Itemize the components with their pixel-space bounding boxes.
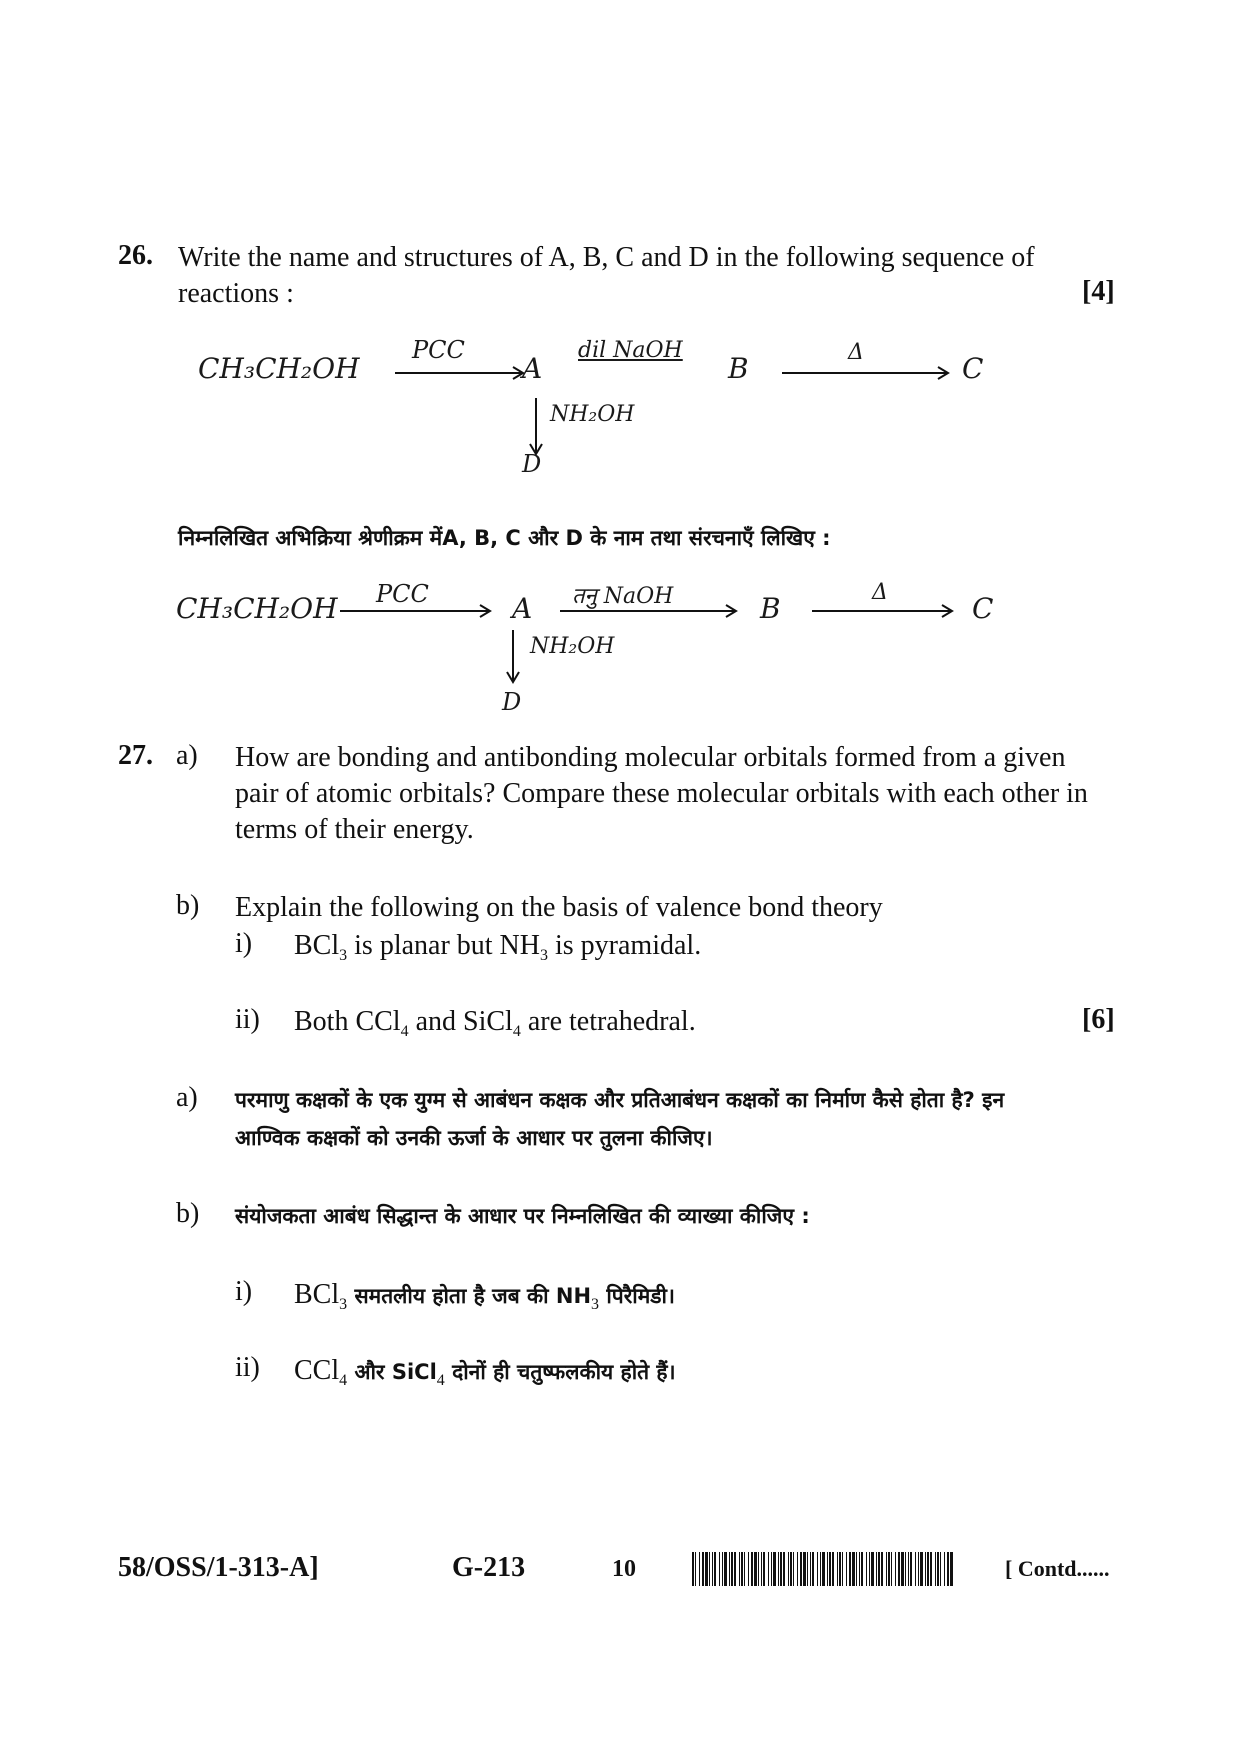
scheme-hi-reagent1: PCC [376, 580, 429, 608]
q27-b-text: Explain the following on the basis of valence bond theory [235, 892, 883, 923]
scheme-hi-product-d: D [502, 688, 522, 716]
barcode-bar [846, 1552, 847, 1586]
barcode-bar [741, 1552, 743, 1586]
q26-marks: [4] [1082, 276, 1115, 307]
barcode-bar [790, 1552, 792, 1586]
barcode-bar [827, 1552, 828, 1586]
barcode-bar [793, 1552, 794, 1586]
barcode-bar [780, 1552, 782, 1586]
scheme-en-product-d: D [522, 450, 542, 478]
q27-a-label: a) [176, 740, 198, 771]
barcode-bar [852, 1552, 855, 1586]
scheme-en-reagent4: NH₂OH [550, 402, 635, 427]
scheme-hi-arrow-down [505, 630, 525, 686]
scheme-en-reagent1: PCC [412, 336, 465, 364]
scheme-en-arrow1 [395, 365, 535, 385]
barcode-bar [910, 1552, 912, 1586]
barcode-bar [751, 1552, 753, 1586]
scheme-hi-product-a: A [512, 592, 533, 625]
barcode-bar [935, 1552, 936, 1586]
barcode-bar [905, 1552, 906, 1586]
scheme-en-reagent3: Δ [848, 340, 864, 365]
footer-series: G-213 [452, 1552, 526, 1583]
q27-bi-label: i) [235, 928, 253, 959]
q27-hi-b-label: b) [176, 1198, 200, 1229]
q27-b-label: b) [176, 890, 200, 921]
q27-marks: [6] [1082, 1004, 1115, 1035]
barcode-bar [778, 1552, 779, 1586]
barcode-bar [871, 1552, 874, 1586]
barcode-bar [878, 1552, 880, 1586]
barcode-bar [950, 1552, 953, 1586]
barcode-bar [692, 1552, 694, 1586]
barcode-bar [856, 1552, 857, 1586]
barcode-bar [876, 1552, 877, 1586]
barcode-bar [797, 1552, 798, 1586]
barcode-bar [832, 1552, 834, 1586]
barcode-bar [837, 1552, 838, 1586]
scheme-hi-reagent3: Δ [872, 580, 888, 605]
barcode-bar [927, 1552, 929, 1586]
barcode-bar [937, 1552, 939, 1586]
barcode-bar [839, 1552, 841, 1586]
barcode-bar [803, 1552, 806, 1586]
q27-hi-b-text: संयोजकता आबंध सिद्धान्त के आधार पर निम्नलिखित की व्याख्या कीजिए : [235, 1204, 810, 1228]
scheme-en-arrow3 [782, 365, 962, 385]
barcode-bar [920, 1552, 923, 1586]
barcode-bar [758, 1552, 759, 1586]
barcode-bar [763, 1552, 765, 1586]
barcode-bar [866, 1552, 867, 1586]
barcode-bar [807, 1552, 808, 1586]
q27-number: 27. [118, 740, 153, 771]
barcode-bar [810, 1552, 811, 1586]
footer-code: 58/OSS/1-313-A] [118, 1552, 319, 1583]
barcode-bar [901, 1552, 904, 1586]
scheme-en-reagent2: dil NaOH [578, 338, 683, 363]
scheme-hi-arrow2 [560, 603, 750, 623]
barcode-bar [712, 1552, 713, 1586]
barcode-bar [734, 1552, 736, 1586]
barcode-bar [783, 1552, 785, 1586]
barcode-bar [699, 1552, 700, 1586]
barcode-bar [940, 1552, 941, 1586]
barcode-bar [773, 1552, 776, 1586]
barcode-bar [739, 1552, 740, 1586]
barcode-bar [719, 1552, 720, 1586]
footer-contd: [ Contd...... [1005, 1556, 1110, 1581]
barcode-bar [859, 1552, 860, 1586]
barcode-bar [888, 1552, 890, 1586]
barcode-bar [729, 1552, 730, 1586]
barcode-bar [754, 1552, 757, 1586]
barcode-bar [705, 1552, 708, 1586]
barcode-bar [881, 1552, 883, 1586]
barcode-bar [915, 1552, 916, 1586]
barcode-bar [822, 1552, 825, 1586]
barcode-bar [709, 1552, 710, 1586]
q27-hi-bi-label: i) [235, 1276, 253, 1307]
barcode-bar [842, 1552, 843, 1586]
barcode-bar [898, 1552, 900, 1586]
barcode-bar [829, 1552, 831, 1586]
footer-page-number: 10 [612, 1556, 636, 1582]
q27-a-line2: pair of atomic orbitals? Compare these molecular orbitals with each other in [235, 778, 1088, 809]
q26-hindi-text: निम्नलिखित अभिक्रिया श्रेणीक्रम मेंA, B, C और D के नाम तथा संरचनाएँ लिखिए : [178, 526, 831, 550]
barcode-bar [731, 1552, 733, 1586]
barcode-bar [869, 1552, 870, 1586]
q26-text-line1: Write the name and structures of A, B, C and D in the following sequence of [178, 242, 1035, 273]
scheme-en-product-c: C [962, 352, 984, 385]
barcode-bar [768, 1552, 769, 1586]
q27-hi-bii-text: CCl$_4$ और SiCl$_4$ दोनों ही चतुष्फलकीय होते हैं। [294, 1355, 676, 1389]
scheme-en-reactant: CH₃CH₂OH [198, 352, 360, 385]
q26-number: 26. [118, 240, 153, 271]
barcode-bar [908, 1552, 909, 1586]
barcode-bar [944, 1552, 945, 1586]
q27-hi-a-line1: परमाणु कक्षकों के एक युग्म से आबंधन कक्षक और प्रतिआबंधन कक्षकों का निर्माण कैसे होता है? इन [235, 1088, 1005, 1112]
scheme-hi-reactant: CH₃CH₂OH [176, 592, 338, 625]
scheme-hi-product-b: B [760, 592, 781, 625]
barcode-bar [891, 1552, 892, 1586]
barcode-bar [849, 1552, 851, 1586]
barcode-bar [861, 1552, 863, 1586]
barcode-bar [930, 1552, 932, 1586]
q27-hi-bi-text: BCl$_3$ समतलीय होता है जब की $NH_3$ पिरैमिडी। [294, 1279, 675, 1313]
barcode-bar [702, 1552, 704, 1586]
scheme-en-product-a: A [522, 352, 543, 385]
q27-hi-a-label: a) [176, 1082, 198, 1113]
barcode-bar [722, 1552, 723, 1586]
q27-bii-text: Both CCl$_4$ and SiCl$_4$ are tetrahedral. [294, 1006, 696, 1040]
barcode-bar [886, 1552, 887, 1586]
scheme-hi-reagent2: तनु NaOH [572, 584, 674, 609]
scheme-hi-reagent4: NH₂OH [530, 634, 615, 659]
barcode-bar [714, 1552, 716, 1586]
barcode-bar [820, 1552, 821, 1586]
barcode-bar [925, 1552, 926, 1586]
barcode-bar [761, 1552, 762, 1586]
barcode-bar [800, 1552, 802, 1586]
q26-text-line2: reactions : [178, 278, 294, 309]
barcode-bar [724, 1552, 727, 1586]
scheme-hi-product-c: C [972, 592, 994, 625]
q27-hi-bii-label: ii) [235, 1352, 260, 1383]
scheme-en-product-b: B [728, 352, 749, 385]
scheme-hi-arrow1 [340, 603, 510, 623]
barcode-bar [788, 1552, 789, 1586]
q27-bi-text: BCl$_3$ is planar but $NH_3$ is pyramidal. [294, 930, 702, 964]
barcode-bar [817, 1552, 818, 1586]
barcode-bar [748, 1552, 749, 1586]
q27-bii-label: ii) [235, 1004, 260, 1035]
q27-a-line3: terms of their energy. [235, 814, 474, 845]
barcode-bar [695, 1552, 696, 1586]
barcode-bar [895, 1552, 896, 1586]
barcode-bar [744, 1552, 745, 1586]
barcode-bar [947, 1552, 949, 1586]
q27-hi-a-line2: आण्विक कक्षकों को उनकी ऊर्जा के आधार पर तुलना कीजिए। [235, 1126, 713, 1150]
barcode-bar [771, 1552, 772, 1586]
q27-a-line1: How are bonding and antibonding molecular orbitals formed from a given [235, 742, 1066, 773]
scheme-hi-arrow3 [812, 603, 962, 623]
barcode-bar [918, 1552, 919, 1586]
barcode-bar [812, 1552, 814, 1586]
barcode [692, 1552, 960, 1592]
